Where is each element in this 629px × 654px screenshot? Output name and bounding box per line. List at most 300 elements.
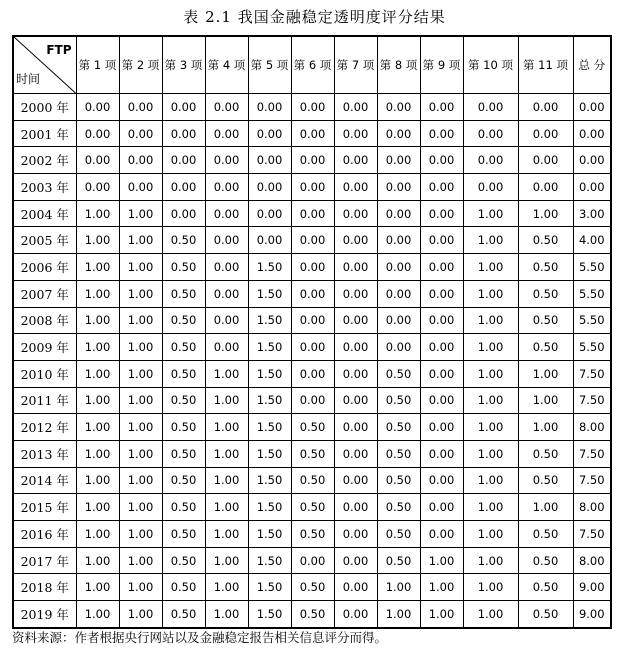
score-cell: 1.00	[205, 414, 248, 441]
score-cell: 0.00	[291, 307, 334, 334]
total-cell: 3.00	[573, 200, 611, 227]
table-row	[13, 334, 611, 361]
score-cell: 0.00	[76, 147, 119, 174]
score-cell: 0.50	[518, 521, 573, 548]
score-cell: 0.50	[162, 601, 205, 628]
table-row	[13, 280, 611, 307]
score-cell: 1.00	[119, 414, 162, 441]
table-title: 表 2.1 我国金融稳定透明度评分结果	[183, 8, 446, 26]
score-cell: 1.00	[119, 521, 162, 548]
column-header: 第 4 项	[205, 36, 248, 94]
score-cell: 0.00	[205, 200, 248, 227]
score-cell: 0.00	[291, 200, 334, 227]
score-cell: 0.00	[162, 120, 205, 147]
table-row	[13, 254, 611, 281]
total-cell: 9.00	[573, 601, 611, 628]
score-cell: 1.00	[518, 387, 573, 414]
score-cell: 0.50	[377, 547, 420, 574]
score-cell: 0.50	[518, 227, 573, 254]
score-cell: 0.00	[334, 254, 377, 281]
score-cell: 1.00	[205, 574, 248, 601]
score-cell: 1.00	[205, 521, 248, 548]
score-cell: 0.00	[420, 307, 463, 334]
score-cell: 1.00	[205, 547, 248, 574]
score-cell: 1.00	[119, 440, 162, 467]
score-cell: 0.00	[248, 147, 291, 174]
score-cell: 1.00	[420, 574, 463, 601]
score-cell: 0.00	[377, 307, 420, 334]
table-row	[13, 174, 611, 201]
score-cell: 0.00	[291, 334, 334, 361]
score-cell: 0.00	[420, 94, 463, 121]
total-cell: 5.50	[573, 280, 611, 307]
score-cell: 0.50	[162, 440, 205, 467]
score-cell: 0.00	[334, 147, 377, 174]
score-cell: 0.00	[248, 174, 291, 201]
score-cell: 0.50	[377, 387, 420, 414]
score-cell: 0.00	[463, 120, 518, 147]
table-row	[13, 601, 611, 628]
score-cell: 0.00	[291, 174, 334, 201]
year-cell: 2006 年	[13, 254, 76, 281]
score-cell: 1.50	[248, 521, 291, 548]
score-cell: 1.00	[420, 601, 463, 628]
column-header: 第 10 项	[463, 36, 518, 94]
total-cell: 7.50	[573, 467, 611, 494]
score-cell: 1.00	[76, 601, 119, 628]
score-cell: 0.50	[518, 574, 573, 601]
table-row	[13, 387, 611, 414]
total-cell: 4.00	[573, 227, 611, 254]
score-cell: 0.50	[377, 467, 420, 494]
year-cell: 2016 年	[13, 521, 76, 548]
score-cell: 1.00	[76, 547, 119, 574]
score-cell: 0.50	[291, 574, 334, 601]
score-cell: 0.00	[377, 147, 420, 174]
score-cell: 0.00	[334, 334, 377, 361]
score-cell: 1.50	[248, 414, 291, 441]
table-row	[13, 440, 611, 467]
score-cell: 0.00	[377, 200, 420, 227]
score-cell: 0.00	[291, 94, 334, 121]
total-cell: 5.50	[573, 254, 611, 281]
score-cell: 0.00	[162, 174, 205, 201]
score-cell: 1.00	[119, 254, 162, 281]
score-cell: 0.00	[205, 227, 248, 254]
total-cell: 7.50	[573, 387, 611, 414]
year-cell: 2011 年	[13, 387, 76, 414]
score-cell: 1.00	[76, 387, 119, 414]
score-cell: 0.00	[334, 200, 377, 227]
score-cell: 1.00	[205, 360, 248, 387]
header-row	[13, 36, 611, 94]
score-cell: 0.00	[420, 227, 463, 254]
score-cell: 1.00	[463, 494, 518, 521]
score-cell: 0.00	[248, 227, 291, 254]
score-cell: 1.00	[463, 467, 518, 494]
score-cell: 0.00	[334, 467, 377, 494]
score-cell: 1.00	[463, 307, 518, 334]
year-cell: 2013 年	[13, 440, 76, 467]
score-cell: 0.00	[518, 94, 573, 121]
score-cell: 0.50	[162, 574, 205, 601]
table-row	[13, 414, 611, 441]
score-cell: 1.00	[463, 521, 518, 548]
year-cell: 2017 年	[13, 547, 76, 574]
total-cell: 0.00	[573, 174, 611, 201]
score-cell: 0.00	[119, 94, 162, 121]
score-cell: 1.00	[119, 574, 162, 601]
score-cell: 0.50	[518, 601, 573, 628]
score-cell: 1.50	[248, 574, 291, 601]
score-cell: 0.00	[463, 174, 518, 201]
score-cell: 0.50	[518, 307, 573, 334]
score-cell: 1.50	[248, 280, 291, 307]
score-cell: 0.00	[291, 547, 334, 574]
total-cell: 7.50	[573, 521, 611, 548]
score-cell: 1.00	[463, 280, 518, 307]
score-cell: 0.50	[291, 467, 334, 494]
score-cell: 0.00	[334, 307, 377, 334]
score-cell: 0.00	[334, 494, 377, 521]
total-cell: 7.50	[573, 440, 611, 467]
score-cell: 0.00	[291, 387, 334, 414]
score-cell: 0.00	[205, 94, 248, 121]
score-cell: 1.00	[119, 334, 162, 361]
total-cell: 8.00	[573, 494, 611, 521]
score-cell: 0.00	[420, 440, 463, 467]
total-cell: 5.50	[573, 307, 611, 334]
score-cell: 0.00	[420, 120, 463, 147]
score-cell: 1.00	[377, 601, 420, 628]
column-header: 第 11 项	[518, 36, 573, 94]
score-cell: 1.00	[119, 307, 162, 334]
score-cell: 0.00	[518, 120, 573, 147]
score-cell: 0.50	[377, 440, 420, 467]
score-cell: 1.00	[119, 387, 162, 414]
score-cell: 1.50	[248, 467, 291, 494]
table-row	[13, 227, 611, 254]
score-cell: 0.00	[420, 360, 463, 387]
year-cell: 2009 年	[13, 334, 76, 361]
column-header: 第 9 项	[420, 36, 463, 94]
score-cell: 0.00	[162, 147, 205, 174]
score-cell: 0.50	[162, 547, 205, 574]
column-header: 第 8 项	[377, 36, 420, 94]
table-row	[13, 494, 611, 521]
score-cell: 1.00	[463, 200, 518, 227]
score-cell: 0.00	[119, 147, 162, 174]
score-cell: 0.50	[518, 440, 573, 467]
score-cell: 1.00	[119, 547, 162, 574]
score-cell: 0.00	[205, 174, 248, 201]
score-cell: 0.00	[334, 280, 377, 307]
score-cell: 0.50	[518, 254, 573, 281]
column-header: 第 5 项	[248, 36, 291, 94]
score-cell: 0.50	[162, 360, 205, 387]
score-cell: 1.00	[76, 307, 119, 334]
year-cell: 2012 年	[13, 414, 76, 441]
score-cell: 0.00	[205, 147, 248, 174]
table-row	[13, 120, 611, 147]
score-cell: 0.50	[162, 387, 205, 414]
score-cell: 0.00	[205, 280, 248, 307]
score-cell: 1.50	[248, 601, 291, 628]
score-cell: 1.50	[248, 360, 291, 387]
score-cell: 1.00	[463, 601, 518, 628]
total-cell: 0.00	[573, 147, 611, 174]
score-cell: 0.00	[420, 414, 463, 441]
score-cell: 0.00	[162, 200, 205, 227]
score-cell: 0.00	[463, 94, 518, 121]
score-cell: 1.00	[119, 601, 162, 628]
score-cell: 0.50	[377, 360, 420, 387]
score-cell: 0.50	[377, 414, 420, 441]
score-cell: 1.00	[76, 494, 119, 521]
score-cell: 0.00	[119, 174, 162, 201]
score-cell: 1.00	[518, 200, 573, 227]
score-cell: 0.00	[205, 120, 248, 147]
score-cell: 0.00	[420, 494, 463, 521]
year-cell: 2000 年	[13, 94, 76, 121]
score-cell: 0.00	[420, 467, 463, 494]
score-cell: 1.00	[420, 547, 463, 574]
score-cell: 0.00	[420, 200, 463, 227]
score-cell: 0.00	[518, 147, 573, 174]
score-cell: 0.50	[291, 494, 334, 521]
score-cell: 0.50	[162, 467, 205, 494]
score-cell: 0.00	[334, 120, 377, 147]
score-cell: 0.00	[119, 120, 162, 147]
score-cell: 1.00	[463, 227, 518, 254]
score-cell: 0.00	[420, 147, 463, 174]
score-cell: 0.00	[162, 94, 205, 121]
score-cell: 0.00	[377, 227, 420, 254]
score-cell: 1.00	[463, 254, 518, 281]
score-cell: 1.00	[463, 414, 518, 441]
score-cell: 0.50	[291, 521, 334, 548]
score-cell: 0.50	[162, 334, 205, 361]
score-cell: 1.00	[518, 494, 573, 521]
score-cell: 1.50	[248, 547, 291, 574]
score-cell: 1.00	[377, 574, 420, 601]
table-row	[13, 147, 611, 174]
score-cell: 0.00	[518, 174, 573, 201]
score-cell: 0.00	[76, 120, 119, 147]
score-cell: 0.50	[291, 440, 334, 467]
total-cell: 8.00	[573, 414, 611, 441]
score-cell: 1.00	[463, 547, 518, 574]
score-cell: 1.00	[119, 280, 162, 307]
score-cell: 0.50	[377, 521, 420, 548]
score-cell: 0.50	[518, 547, 573, 574]
score-cell: 1.00	[463, 360, 518, 387]
score-cell: 1.00	[119, 227, 162, 254]
score-cell: 0.50	[291, 601, 334, 628]
year-cell: 2005 年	[13, 227, 76, 254]
score-cell: 0.50	[518, 334, 573, 361]
year-cell: 2004 年	[13, 200, 76, 227]
score-cell: 1.00	[119, 467, 162, 494]
score-cell: 0.00	[205, 307, 248, 334]
table-row	[13, 360, 611, 387]
score-table	[12, 35, 612, 629]
score-cell: 0.00	[334, 547, 377, 574]
corner-ftp-label: FTP	[46, 43, 72, 57]
year-cell: 2019 年	[13, 601, 76, 628]
corner-header	[13, 36, 76, 94]
score-cell: 1.50	[248, 494, 291, 521]
score-cell: 0.50	[518, 280, 573, 307]
table-row	[13, 467, 611, 494]
score-cell: 0.50	[162, 494, 205, 521]
score-cell: 1.50	[248, 307, 291, 334]
year-cell: 2015 年	[13, 494, 76, 521]
score-cell: 1.50	[248, 440, 291, 467]
score-cell: 1.00	[119, 200, 162, 227]
score-cell: 0.00	[205, 334, 248, 361]
score-cell: 0.50	[377, 494, 420, 521]
score-cell: 0.00	[76, 174, 119, 201]
score-cell: 0.00	[377, 94, 420, 121]
score-cell: 0.00	[291, 254, 334, 281]
score-cell: 0.50	[291, 414, 334, 441]
score-cell: 0.00	[420, 521, 463, 548]
score-cell: 1.00	[518, 360, 573, 387]
score-cell: 1.00	[518, 414, 573, 441]
table-row	[13, 307, 611, 334]
score-cell: 0.50	[162, 280, 205, 307]
score-cell: 0.00	[334, 387, 377, 414]
score-cell: 0.00	[377, 280, 420, 307]
score-cell: 0.00	[291, 280, 334, 307]
table-row	[13, 574, 611, 601]
score-cell: 1.00	[76, 574, 119, 601]
score-cell: 0.00	[334, 227, 377, 254]
score-cell: 0.00	[291, 120, 334, 147]
score-cell: 1.00	[76, 360, 119, 387]
score-cell: 0.00	[420, 254, 463, 281]
table-row	[13, 94, 611, 121]
score-cell: 1.00	[463, 440, 518, 467]
column-header: 第 1 项	[76, 36, 119, 94]
score-cell: 0.00	[377, 174, 420, 201]
score-cell: 1.00	[205, 387, 248, 414]
score-cell: 1.00	[76, 467, 119, 494]
score-cell: 0.00	[334, 574, 377, 601]
score-cell: 0.00	[420, 387, 463, 414]
year-cell: 2014 年	[13, 467, 76, 494]
year-cell: 2002 年	[13, 147, 76, 174]
score-cell: 1.00	[463, 574, 518, 601]
score-cell: 1.00	[205, 467, 248, 494]
score-cell: 0.00	[420, 280, 463, 307]
score-cell: 0.00	[291, 147, 334, 174]
total-cell: 7.50	[573, 360, 611, 387]
year-cell: 2003 年	[13, 174, 76, 201]
column-header: 总 分	[573, 36, 611, 94]
score-cell: 0.00	[248, 94, 291, 121]
score-cell: 0.00	[334, 414, 377, 441]
total-cell: 0.00	[573, 94, 611, 121]
score-cell: 1.00	[76, 521, 119, 548]
score-cell: 0.00	[334, 440, 377, 467]
score-cell: 1.00	[463, 334, 518, 361]
score-cell: 1.00	[119, 494, 162, 521]
total-cell: 0.00	[573, 120, 611, 147]
column-header: 第 2 项	[119, 36, 162, 94]
score-cell: 0.00	[420, 334, 463, 361]
year-cell: 2007 年	[13, 280, 76, 307]
score-cell: 0.50	[162, 414, 205, 441]
score-cell: 1.00	[205, 440, 248, 467]
table-body	[13, 94, 611, 628]
score-cell: 1.00	[76, 414, 119, 441]
score-cell: 0.00	[377, 120, 420, 147]
score-cell: 1.00	[119, 360, 162, 387]
score-cell: 1.50	[248, 334, 291, 361]
total-cell: 8.00	[573, 547, 611, 574]
score-cell: 0.00	[334, 360, 377, 387]
score-cell: 0.00	[205, 254, 248, 281]
score-cell: 0.00	[76, 94, 119, 121]
score-cell: 1.00	[76, 200, 119, 227]
total-cell: 5.50	[573, 334, 611, 361]
column-header: 第 3 项	[162, 36, 205, 94]
score-cell: 1.00	[76, 334, 119, 361]
score-cell: 0.00	[420, 174, 463, 201]
table-row	[13, 200, 611, 227]
column-header: 第 7 项	[334, 36, 377, 94]
score-cell: 0.00	[334, 601, 377, 628]
score-cell: 1.00	[76, 227, 119, 254]
score-cell: 1.00	[205, 601, 248, 628]
score-cell: 0.00	[377, 254, 420, 281]
score-cell: 0.00	[291, 227, 334, 254]
score-cell: 0.50	[518, 467, 573, 494]
score-cell: 1.00	[463, 387, 518, 414]
year-cell: 2001 年	[13, 120, 76, 147]
score-cell: 0.00	[248, 120, 291, 147]
score-cell: 1.00	[205, 494, 248, 521]
score-cell: 0.00	[463, 147, 518, 174]
source-note: 资料来源：作者根据央行网站以及金融稳定报告相关信息评分而得。	[12, 630, 388, 645]
corner-time-label: 时间	[16, 72, 41, 86]
year-cell: 2018 年	[13, 574, 76, 601]
score-cell: 0.00	[377, 334, 420, 361]
score-cell: 1.00	[76, 254, 119, 281]
score-cell: 0.00	[334, 174, 377, 201]
score-cell: 1.50	[248, 254, 291, 281]
score-cell: 1.00	[76, 280, 119, 307]
score-cell: 1.50	[248, 387, 291, 414]
score-cell: 0.50	[162, 227, 205, 254]
year-cell: 2008 年	[13, 307, 76, 334]
score-cell: 0.00	[291, 360, 334, 387]
score-cell: 0.00	[248, 200, 291, 227]
column-header: 第 6 项	[291, 36, 334, 94]
score-cell: 0.00	[334, 521, 377, 548]
score-cell: 0.50	[162, 254, 205, 281]
score-cell: 0.50	[162, 521, 205, 548]
score-cell: 0.00	[334, 94, 377, 121]
total-cell: 9.00	[573, 574, 611, 601]
table-row	[13, 521, 611, 548]
score-cell: 0.50	[162, 307, 205, 334]
table-row	[13, 547, 611, 574]
year-cell: 2010 年	[13, 360, 76, 387]
score-cell: 1.00	[76, 440, 119, 467]
